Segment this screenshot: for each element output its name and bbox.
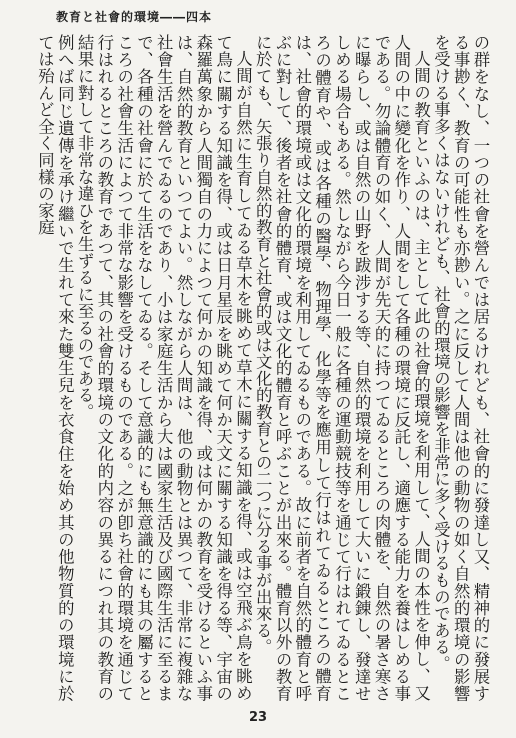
paragraph-natural-vs-social-education: 人間が自然に生育してゐる草木を眺めて草木に關する知識を得、或は空飛ぶ鳥を眺めて鳥に關する知識を得、或は日月星辰を眺めて何か天文に關する知識を得る等、宇宙の森羅萬象から人間獨自の力によつて何かの知識を得、或は何かの教育を受けるといふ事は、自然的教育といつてよい。然しながら人間は、他の動物とは異つて、非常に複雜な社會生活を營んでゐるのであり、小は家庭生活から大は國家生活及び國際生活に至るまで、各種の社會に於て生活をなしてゐる。そして意識的にも無意識的にも其の屬するところの社會生活によつて非常な影響を受けるものである。之が卽ち社會的環境を通じて行はれるところの教育であつて、其の社會的環境の文化的内容の異るにつれ其の教育の結果に對して非常な違ひを生ずるに至るのである。 [75,34,253,702]
paragraph-education-definition: 人間の教育といふのは、主として此の社會的環境を利用して、人間の本性を伸し、又人間の中に變化を作り、人間をして各種の環境に反託し、適應する能力を養はしめる事である。勿論體育の如く、人間が先天的に持つてゐるところの肉體を、自然の暑さ寒さに曝らし、或は自然の山野を跋涉する等、自然的環境を利用して大いに鍛錬し、發達せしめる場合もある。然しながら今日一般に各種の運動競技等を通じて行はれてゐるところの體育や、或は各種の醫學、物理學、化學等を應用して行はれてゐるところの體育は、社會的環境或は文化的環境を利用してゐるものである。故に前者を自然的體育と呼ぶに對して、後者を社會的體育、或は文化的體育と呼ぶことが出來る。體育以外の教育に於ても、矢張り自然的教育と社會的或は文化的教育との二つに分る事が出來る。 [253,34,431,702]
paragraph-continuation: の群をなし、一つの社會を營んでは居るけれども、社會的に發達し又、精神的に發展する事尠く、教育の可能性も亦尠い。之に反して人間は他の動物の如く自然的環境の影響を受ける事多くはないけれども、社會的環境の影響を非常に多く受けるものである。 [431,34,490,702]
running-head: 教育と社會的環境――四本 [56,10,213,24]
body-text [35,34,490,702]
paragraph-twins-example: 例へば同じ遺傳を承け繼いで生れて來た雙生兒を衣食住を始め其の他物質的の環境に於ては殆んど全く同樣の家庭 [35,34,75,702]
page-number: 23 [248,710,268,725]
